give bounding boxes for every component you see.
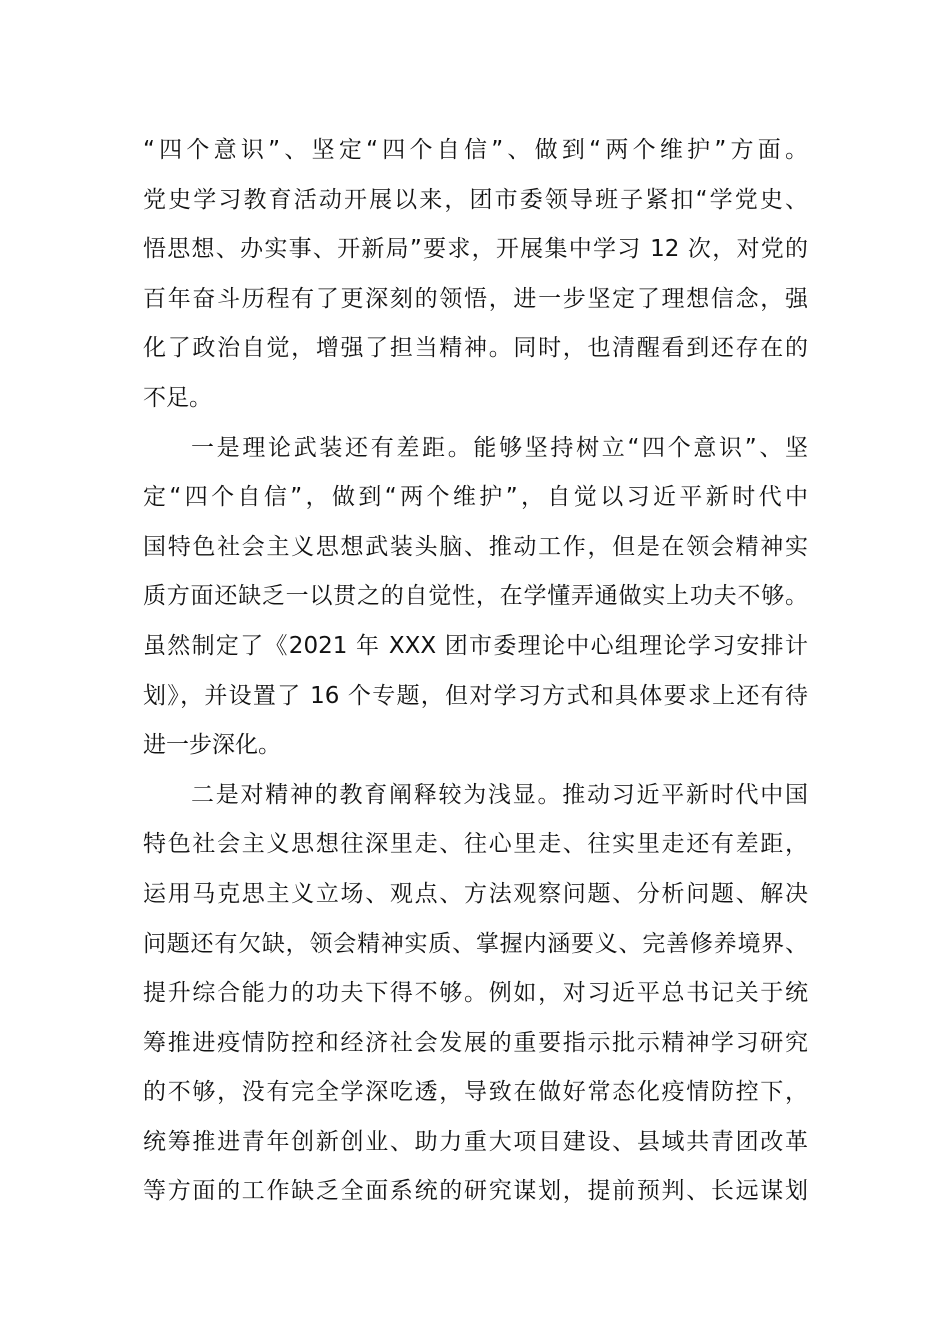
point-two-line: 运用马克思主义立场、观点、方法观察问题、分析问题、解决 bbox=[143, 880, 808, 907]
point-two-line: 的不够，没有完全学深吃透，导致在做好常态化疫情防控下， bbox=[143, 1079, 808, 1106]
point-two-line: 问题还有欠缺，领会精神实质、掌握内涵要义、完善修养境界、 bbox=[143, 930, 808, 957]
point-one-line: 进一步深化。 bbox=[143, 732, 281, 759]
point-two-line: 特色社会主义思想往深里走、往心里走、往实里走还有差距， bbox=[143, 831, 808, 858]
point-two-line: 统筹推进青年创新创业、助力重大项目建设、县域共青团改革 bbox=[143, 1128, 808, 1155]
intro-line: 化了政治自觉，增强了担当精神。同时，也清醒看到还存在的 bbox=[143, 335, 808, 362]
point-two-line: 提升综合能力的功夫下得不够。例如，对习近平总书记关于统 bbox=[143, 980, 808, 1007]
point-two-line: 等方面的工作缺乏全面系统的研究谋划，提前预判、长远谋划 bbox=[143, 1178, 808, 1205]
intro-line: “四个意识”、坚定“四个自信”、做到“两个维护”方面。 bbox=[143, 137, 808, 163]
point-two-line: 二是对精神的教育阐释较为浅显。推动习近平新时代中国 bbox=[191, 781, 808, 808]
intro-line: 悟思想、办实事、开新局”要求，开展集中学习 12 次，对党的 bbox=[143, 236, 808, 263]
point-one-line: 一是理论武装还有差距。能够坚持树立“四个意识”、坚 bbox=[191, 434, 808, 461]
point-one-line: 划》，并设置了 16 个专题，但对学习方式和具体要求上还有待 bbox=[143, 682, 808, 709]
point-one-line: 定“四个自信”，做到“两个维护”，自觉以习近平新时代中 bbox=[143, 484, 808, 511]
point-one-line: 质方面还缺乏一以贯之的自觉性，在学懂弄通做实上功夫不够。 bbox=[143, 583, 808, 610]
point-one-line: 国特色社会主义思想武装头脑、推动工作，但是在领会精神实 bbox=[143, 533, 808, 560]
intro-line: 不足。 bbox=[143, 384, 212, 411]
document-body bbox=[143, 126, 808, 1217]
point-two-line: 筹推进疫情防控和经济社会发展的重要指示批示精神学习研究 bbox=[143, 1029, 808, 1056]
intro-line: 党史学习教育活动开展以来，团市委领导班子紧扣“学党史、 bbox=[143, 186, 808, 213]
intro-line: 百年奋斗历程有了更深刻的领悟，进一步坚定了理想信念，强 bbox=[143, 285, 808, 312]
point-one-line: 虽然制定了《2021 年 XXX 团市委理论中心组理论学习安排计 bbox=[143, 632, 808, 659]
